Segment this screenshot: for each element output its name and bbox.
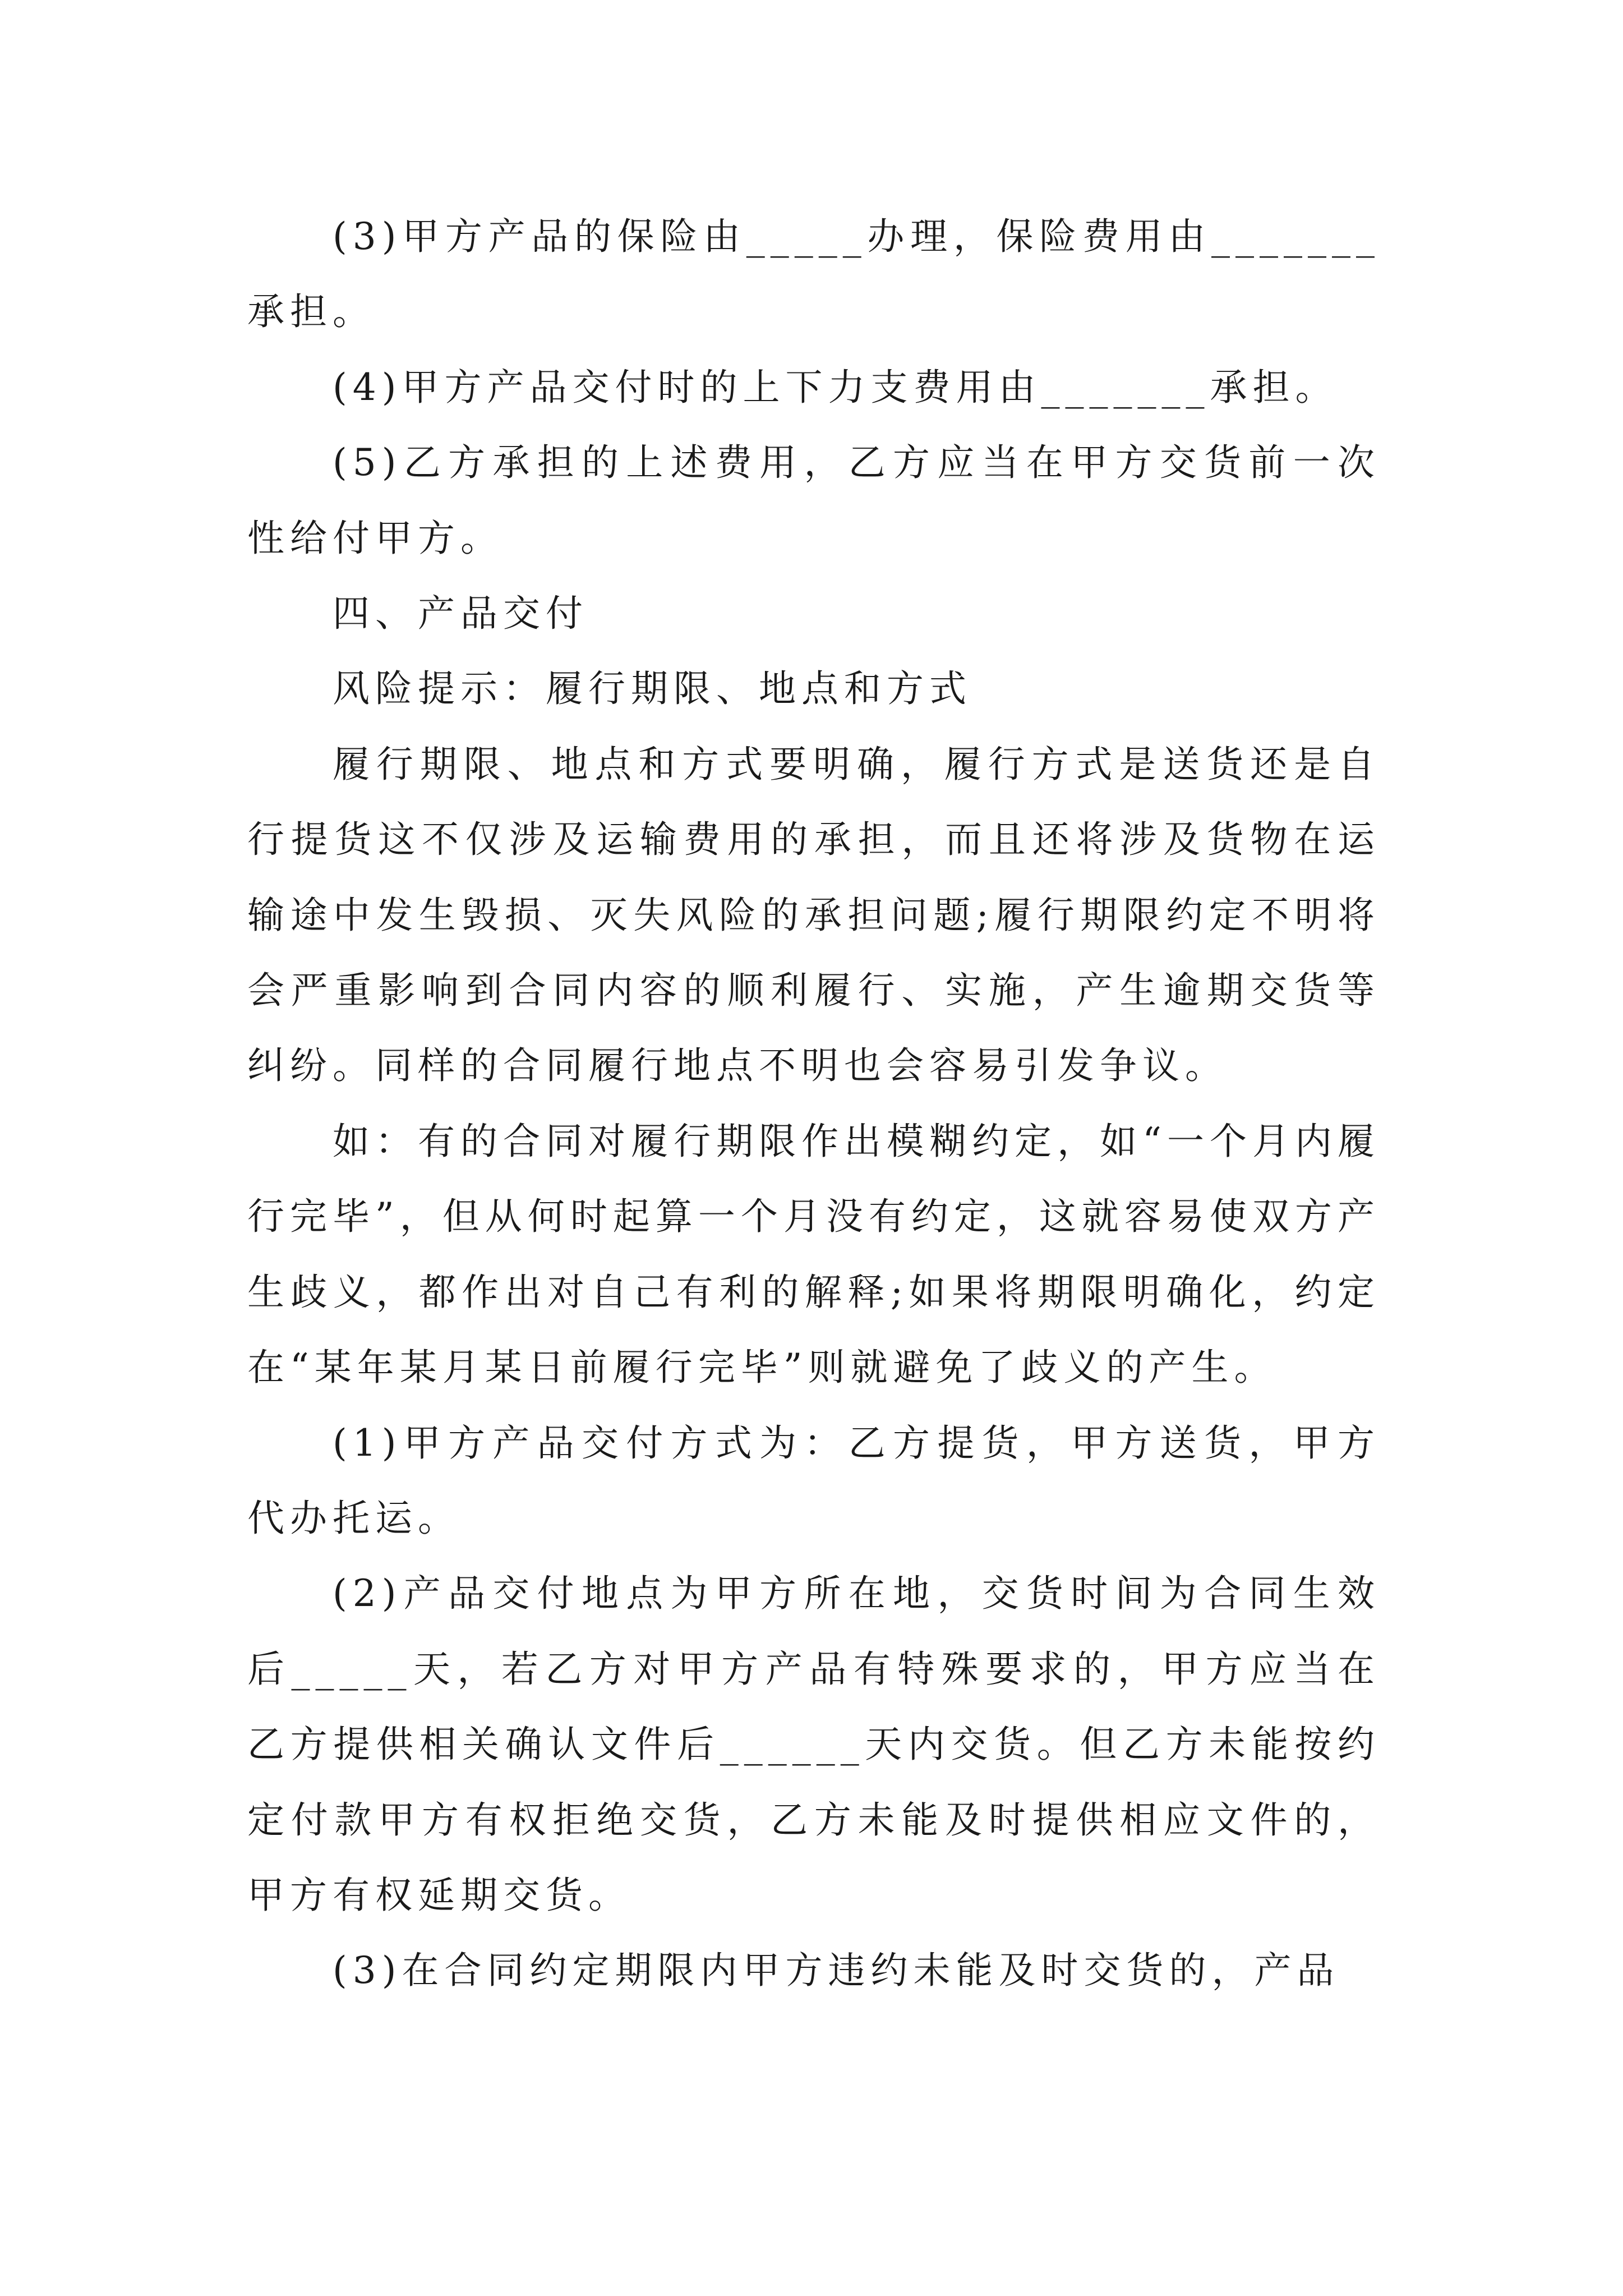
- delivery-clause-1: (1)甲方产品交付方式为：乙方提货，甲方送货，甲方代办托运。: [247, 1421, 1380, 1540]
- clause-5-payment: (5)乙方承担的上述费用，乙方应当在甲方交货前一次性给付甲方。: [247, 441, 1380, 560]
- delivery-clause-3: (3)在合同约定期限内甲方违约未能及时交货的，产品: [333, 1949, 1340, 1993]
- clause-3-insurance: (3)甲方产品的保险由_____办理，保险费用由_______承担。: [247, 215, 1380, 334]
- document-body: [247, 199, 1380, 2009]
- section-heading-delivery: 四、产品交付: [333, 592, 588, 636]
- delivery-clause-2: (2)产品交付地点为甲方所在地，交货时间为合同生效后_____天，若乙方对甲方产品有特殊要求的，甲方应当在乙方提供相关确认文件后______天内交货。但乙方未能按约定付款甲方有权拒绝交货，乙方未能及时提供相应文件的，甲方有权延期交货。: [247, 1572, 1380, 1917]
- clause-4-handling-fee: (4)甲方产品交付时的上下力支费用由_______承担。: [333, 365, 1338, 409]
- risk-notice-heading: 风险提示：履行期限、地点和方式: [333, 667, 972, 711]
- risk-notice-body: 履行期限、地点和方式要明确，履行方式是送货还是自行提货这不仅涉及运输费用的承担，而且还将涉及货物在运输途中发生毁损、灭失风险的承担问题;履行期限约定不明将会严重影响到合同内容的顺利履行、实施，产生逾期交货等纠纷。同样的合同履行地点不明也会容易引发争议。: [247, 742, 1380, 1088]
- example-paragraph: 如：有的合同对履行期限作出模糊约定，如“一个月内履行完毕”，但从何时起算一个月没有约定，这就容易使双方产生歧义，都作出对自己有利的解释;如果将期限明确化，约定在“某年某月某日前履行完毕”则就避免了歧义的产生。: [247, 1119, 1380, 1389]
